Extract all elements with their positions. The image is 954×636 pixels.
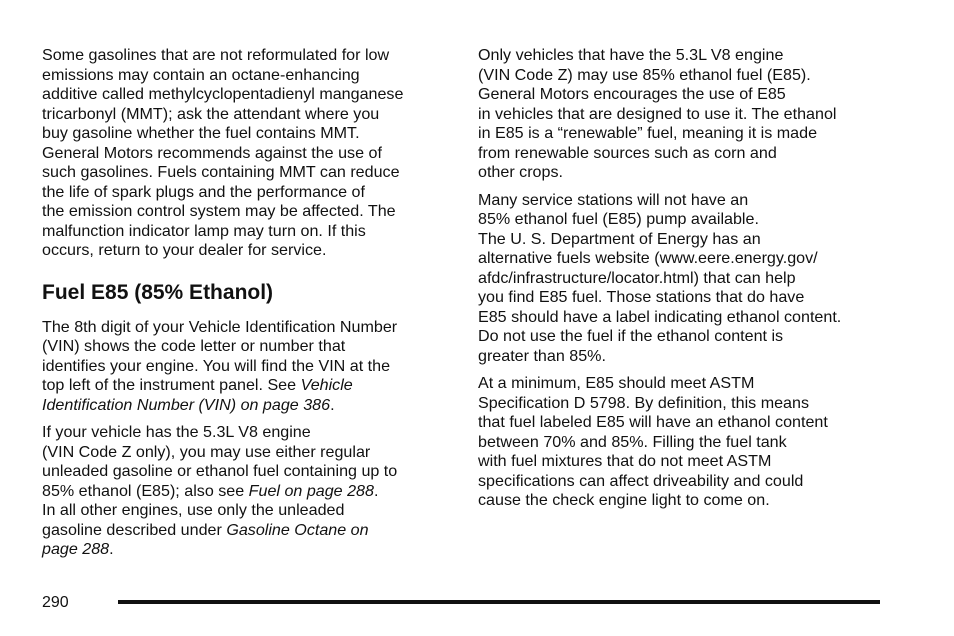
text-line: At a minimum, E85 should meet ASTM (478, 374, 755, 392)
text-line: (VIN Code Z) may use 85% ethanol fuel (E85). (478, 65, 811, 84)
text-line: unleaded gasoline or ethanol fuel containing up to (42, 462, 398, 480)
text-line: If your vehicle has the 5.3L V8 engine (42, 423, 311, 441)
text-line: emissions may contain an octane-enhancing (42, 65, 360, 84)
vin-paragraph (42, 318, 444, 416)
text-line: greater than 85%. (478, 346, 606, 365)
text-line: in vehicles that are designed to use it. The ethanol (478, 104, 837, 123)
text-line (42, 482, 444, 502)
cross-reference-link[interactable]: Gasoline Octane on (226, 520, 369, 539)
text-line (42, 521, 444, 541)
cross-reference-link[interactable]: Fuel on page 288 (248, 481, 374, 500)
text-line (42, 540, 444, 560)
text-line: the emission control system may be affected. The (42, 202, 396, 220)
text-run: . (109, 540, 114, 558)
text-run: . (373, 481, 379, 500)
text-line: Many service stations will not have an (478, 190, 749, 209)
text-line: other crops. (478, 163, 563, 181)
text-run: . (330, 395, 335, 414)
text-line: in E85 is a “renewable” fuel, meaning it is made (478, 124, 818, 142)
text-line: General Motors recommends against the use of (42, 143, 382, 162)
text-run: gasoline described under (42, 520, 227, 539)
text-line: specifications can affect driveability and could (478, 471, 804, 490)
text-line: buy gasoline whether the fuel contains MMT. (42, 124, 360, 142)
right-column (478, 46, 888, 519)
text-line: In all other engines, use only the unleaded (42, 501, 345, 519)
text-line: Specification D 5798. By definition, this means (478, 393, 809, 412)
text-line: you find E85 fuel. Those stations that do have (478, 288, 805, 306)
text-line: tricarbonyl (MMT); ask the attendant where you (42, 104, 380, 123)
cross-reference-link[interactable]: Identification Number (VIN) on page 386 (42, 395, 331, 414)
text-line (42, 396, 444, 416)
text-line: identifies your engine. You will find the VIN at the (42, 356, 391, 375)
footer-rule (118, 600, 880, 604)
text-line: Do not use the fuel if the ethanol content is (478, 327, 784, 345)
page-number: 290 (42, 594, 69, 611)
text-line (42, 376, 444, 396)
text-line: the life of spark plugs and the performance of (42, 182, 365, 201)
text-line: The 8th digit of your Vehicle Identification Number (42, 317, 398, 336)
service-stations-paragraph (478, 191, 888, 367)
text-line: cause the check engine light to come on. (478, 491, 770, 509)
left-column (42, 46, 444, 568)
text-run: top left of the instrument panel. See (42, 376, 301, 394)
text-line: General Motors encourages the use of E85 (478, 85, 786, 103)
text-line: occurs, return to your dealer for service. (42, 241, 327, 259)
astm-paragraph (478, 374, 888, 511)
text-line: with fuel mixtures that do not meet ASTM (478, 452, 772, 470)
text-line: malfunction indicator lamp may turn on. If this (42, 221, 366, 240)
text-line: that fuel labeled E85 will have an ethanol content (478, 413, 828, 431)
cross-reference-link[interactable]: Vehicle (300, 376, 353, 394)
text-line: from renewable sources such as corn and (478, 143, 777, 162)
text-line: The U. S. Department of Energy has an (478, 229, 761, 248)
engine-fuel-paragraph (42, 423, 444, 560)
text-line: additive called methylcyclopentadienyl manganese (42, 85, 404, 103)
text-line: alternative fuels website (www.eere.energy.gov/ (478, 249, 818, 267)
section-heading: Fuel E85 (85% Ethanol) (42, 280, 274, 304)
text-line: between 70% and 85%. Filling the fuel tank (478, 432, 787, 451)
text-line: 85% ethanol fuel (E85) pump available. (478, 210, 759, 228)
text-line: E85 should have a label indicating ethanol content. (478, 307, 842, 326)
text-line: (VIN Code Z only), you may use either regular (42, 442, 371, 461)
mmt-warning-paragraph (42, 46, 444, 261)
e85-vehicles-paragraph (478, 46, 888, 183)
text-line: such gasolines. Fuels containing MMT can reduce (42, 163, 400, 181)
cross-reference-link[interactable]: page 288 (42, 540, 110, 558)
text-line: Only vehicles that have the 5.3L V8 engine (478, 46, 784, 64)
text-line: afdc/infrastructure/locator.html) that can help (478, 268, 796, 287)
text-line: Some gasolines that are not reformulated for low (42, 46, 390, 64)
text-run: 85% ethanol (E85); also see (42, 481, 249, 500)
text-line: (VIN) shows the code letter or number that (42, 337, 346, 355)
